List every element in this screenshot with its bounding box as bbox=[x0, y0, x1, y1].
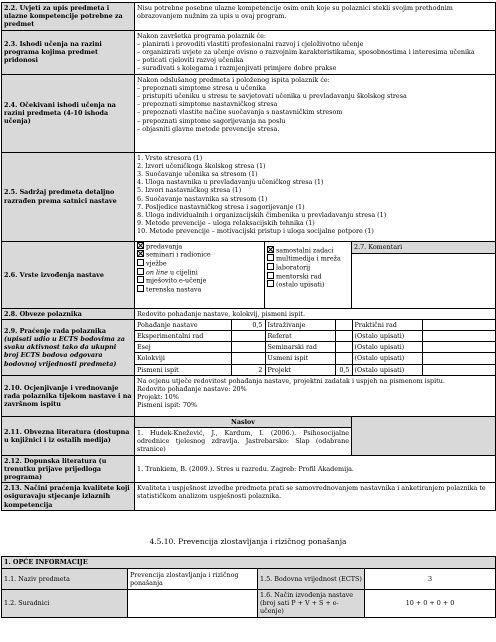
mandatory-literature-extra bbox=[352, 416, 496, 455]
list-item: 5. Izvori nastavničkog stresa (1) bbox=[137, 186, 242, 195]
row-quality-monitoring bbox=[2, 483, 496, 511]
row-student-monitoring bbox=[2, 319, 496, 375]
checked-box-icon bbox=[137, 250, 144, 257]
grid-cell: (Ostalo upisati) bbox=[352, 342, 422, 353]
grid-cell: (Ostalo upisati) bbox=[352, 331, 422, 342]
row-program-outcomes bbox=[2, 30, 496, 74]
value-course-content bbox=[135, 152, 496, 241]
comments-cell bbox=[352, 241, 496, 308]
method-item: seminari i radionice bbox=[135, 250, 264, 259]
checked-box-icon bbox=[137, 242, 144, 249]
collaborators-value bbox=[128, 590, 258, 618]
unchecked-box-icon bbox=[137, 285, 144, 292]
grid-cell: 0,5 bbox=[335, 364, 352, 375]
grid-cell bbox=[422, 320, 496, 331]
label-course-content: 2.5. Sadržaj predmeta detaljno razrađen prema satnici nastave bbox=[2, 152, 135, 241]
course-outcomes-intro: Nakon odslušanog predmeta i položenog ispita polaznik će: bbox=[137, 75, 330, 84]
list-item: – objasniti glavne metode prevencije stresa. bbox=[137, 125, 493, 133]
label-quality-monitoring: 2.13. Načini praćenja kvalitete koji osiguravaju stjecanje izlaznih kompetencija bbox=[2, 483, 135, 511]
grid-cell bbox=[335, 320, 352, 331]
unchecked-box-icon bbox=[267, 254, 274, 261]
list-item: – pristupiti učeniku u stresu te savjetovati učenika u prevladavanju školskog stresa bbox=[137, 92, 493, 100]
row-teaching-types bbox=[2, 241, 496, 308]
grid-cell bbox=[422, 342, 496, 353]
grid-cell: 2 bbox=[231, 364, 265, 375]
method-item: (ostalo upisati) bbox=[265, 280, 351, 289]
grid-cell bbox=[335, 353, 352, 364]
label-student-obligations: 2.8. Obveze polaznika bbox=[2, 308, 135, 319]
grid-cell: Kolokviji bbox=[135, 353, 231, 364]
grid-cell: Esej bbox=[135, 342, 231, 353]
value-entry-requirements: Nisu potrebne posebne ulazne kompetencije osim onih koje su polaznici stekli svojim prethodnim obrazovanjem nužnim za upis u ovaj program. bbox=[135, 3, 496, 31]
label-course-outcomes: 2.4. Očekivani ishodi učenja na razini predmeta (4-10 ishoda učenja) bbox=[2, 74, 135, 152]
course-name-value: Prevencija zlostavljanja i rizičnog ponašanja bbox=[128, 569, 258, 590]
row-supplementary-literature bbox=[2, 455, 496, 483]
unchecked-box-icon bbox=[267, 280, 274, 287]
list-item: 6. Suočavanje nastavnika sa stresom (1) bbox=[137, 194, 268, 203]
teaching-mode-value: 10 + 0 + 0 + 0 bbox=[365, 590, 496, 618]
grid-cell bbox=[231, 331, 265, 342]
mandatory-literature-text: 1. Hudek-Knežević, J., Kardum, I. (2006.). Psihosocijalne odrednice tjelesnog zdravlja. Jastrebarsko: Slap (odabrane stranice) bbox=[137, 429, 349, 454]
general-info-table bbox=[1, 556, 496, 618]
checked-box-icon bbox=[267, 246, 274, 253]
list-item: – prepoznati vlastite načine suočavanja s nastavničkim stresom bbox=[137, 108, 493, 116]
list-item: 3. Suočavanje učenika sa stresom (1) bbox=[137, 170, 258, 179]
grid-cell bbox=[231, 353, 265, 364]
course-detail-table bbox=[1, 2, 496, 511]
method-item: multimedija i mreža bbox=[265, 254, 351, 263]
grading-line: Redovito pohađanje nastave: 20% bbox=[137, 385, 247, 394]
program-outcomes-intro: Nakon završetka programa polaznik će: bbox=[137, 31, 267, 40]
value-program-outcomes bbox=[135, 30, 496, 74]
monitoring-grid bbox=[135, 320, 496, 375]
row-course-content bbox=[2, 152, 496, 241]
row-course-outcomes bbox=[2, 74, 496, 152]
grid-cell: (Ostalo upisati) bbox=[352, 364, 422, 375]
label-grading: 2.10. Ocjenjivanje i vrednovanje rada polaznika tijekom nastave i na završnom ispitu bbox=[2, 375, 135, 416]
list-item: – planirati i provoditi vlastiti profesionalni razvoj i cjeloživotno učenje bbox=[137, 40, 493, 48]
grid-cell bbox=[231, 342, 265, 353]
general-info-title: 1. OPĆE INFORMACIJE bbox=[2, 557, 496, 569]
row-grading bbox=[2, 375, 496, 416]
grid-cell bbox=[335, 342, 352, 353]
teaching-types-column-2 bbox=[265, 241, 352, 308]
value-quality-monitoring: Kvaliteta i uspješnost izvedbe predmeta prati se samovrednovanjem nastavnika i anketiranjem polaznika te statističkom analizom uspješnosti polaznika. bbox=[135, 483, 496, 511]
method-item: vježbe bbox=[135, 259, 264, 268]
list-item: – prepoznati simptome nastavničkog stresa bbox=[137, 100, 493, 108]
label-student-monitoring: 2.9. Praćenje rada polaznika (upisati udio u ECTS bodovima za svaku aktivnost tako da ukupni broj ECTS bodova odgovara bodovnoj vrijednosti predmeta) bbox=[2, 319, 135, 375]
ects-value: 3 bbox=[365, 569, 496, 590]
list-item: – prepoznati simptome stresa u učenika bbox=[137, 84, 493, 92]
method-item: predavanja bbox=[135, 242, 264, 251]
grid-cell: Pismeni ispit bbox=[135, 364, 231, 375]
grid-cell: Seminarski rad bbox=[265, 342, 335, 353]
method-item: samostalni zadaci bbox=[265, 246, 351, 255]
value-student-obligations: Redovito pohađanje nastave, kolokvij, pismeni ispit. bbox=[135, 308, 496, 319]
unchecked-box-icon bbox=[137, 268, 144, 275]
list-item: 9. Metode prevencije – uloga relaksacijskih tehnika (1) bbox=[137, 219, 315, 228]
list-item: 1. Vrste stresora (1) bbox=[137, 153, 203, 162]
course-content-list bbox=[137, 154, 493, 236]
course-name-label: 1.1. Naziv predmeta bbox=[2, 569, 128, 590]
grid-cell: 0,5 bbox=[231, 320, 265, 331]
grid-cell: Istraživanje bbox=[265, 320, 335, 331]
list-item: 8. Uloga individualnih i organizacijskih čimbenika u prevladavanju stresa (1) bbox=[137, 211, 387, 220]
list-item: – prepoznati simptome sagorijevanja na poslu bbox=[137, 117, 493, 125]
unchecked-box-icon bbox=[137, 259, 144, 266]
grid-cell bbox=[335, 331, 352, 342]
collaborators-label: 1.2. Suradnici bbox=[2, 590, 128, 618]
teaching-mode-label: 1.6. Način izvođenja nastave (broj sati P + V + S + e-učenje) bbox=[258, 590, 365, 618]
row-mandatory-literature bbox=[2, 416, 496, 455]
section-heading: 4.5.10. Prevencija zlostavljanja i rizičnog ponašanja bbox=[149, 537, 347, 546]
grid-cell bbox=[422, 364, 496, 375]
teaching-types-column-1 bbox=[135, 241, 265, 308]
grid-cell: (Ostalo upisati) bbox=[352, 353, 422, 364]
grading-line: Projekt: 10% bbox=[137, 393, 179, 402]
grid-cell bbox=[422, 353, 496, 364]
value-course-outcomes bbox=[135, 74, 496, 152]
label-mandatory-literature: 2.11. Obvezna literatura (dostupna u knjižnici i iz ostalih medija) bbox=[2, 416, 135, 455]
list-item: – poticati cjeloviti razvoj učenika bbox=[137, 56, 493, 64]
method-item: mentorski rad bbox=[265, 272, 351, 281]
label-supplementary-literature: 2.12. Dopunska literatura (u trenutku prijave prijedloga programa) bbox=[2, 455, 135, 483]
list-item: 2. Izvori učeničkoga školskog stresa (1) bbox=[137, 161, 266, 170]
method-item: mješovito e-učenje bbox=[135, 276, 264, 285]
grading-line: Pismeni ispit: 70% bbox=[137, 401, 198, 410]
label-teaching-types: 2.6. Vrste izvođenja nastave bbox=[2, 241, 135, 308]
list-item: – organizirati uvjete za učenje ovisno o razvojnim karakteristikama, sposobnostima i interesima učenika bbox=[137, 48, 493, 56]
row-student-obligations bbox=[2, 308, 496, 319]
list-item: 10. Metode prevencije – motivacijski pristup i uloga socijalne potpore (1) bbox=[137, 227, 374, 236]
grid-cell: Projekt bbox=[265, 364, 335, 375]
list-item: 7. Posljedice nastavničkog stresa i sagorijevanje (1) bbox=[137, 202, 305, 211]
unchecked-box-icon bbox=[137, 276, 144, 283]
grid-cell: Pohađanje nastave bbox=[135, 320, 231, 331]
grid-cell: Eksperimentalni rad bbox=[135, 331, 231, 342]
row-entry-requirements bbox=[2, 3, 496, 31]
method-item: terenska nastava bbox=[135, 285, 264, 294]
grid-cell bbox=[422, 331, 496, 342]
monitoring-grid-cell bbox=[135, 319, 496, 375]
mandatory-literature-cell bbox=[135, 416, 352, 455]
method-item: laboratorij bbox=[265, 263, 351, 272]
unchecked-box-icon bbox=[267, 272, 274, 279]
label-program-outcomes: 2.3. Ishodi učenja na razini programa kojima predmet pridonosi bbox=[2, 30, 135, 74]
ects-label: 1.5. Bodovna vrijednost (ECTS) bbox=[258, 569, 365, 590]
grid-cell: Praktični rad bbox=[352, 320, 422, 331]
course-outcomes-list bbox=[137, 84, 493, 133]
method-item: on line u cijelini bbox=[135, 268, 264, 277]
list-item: – surađivati s kolegama i razmjenjivati primjere dobre prakse bbox=[137, 64, 493, 72]
grading-line: Na ocjenu utječe redovitost pohađanja nastave, projektni zadatak i uspjeh na pismenom ispitu. bbox=[137, 376, 445, 385]
value-grading bbox=[135, 375, 496, 416]
list-item: 4. Uloga nastavnika u prevladavanju učeničkog stresa (1) bbox=[137, 178, 324, 187]
literature-title-header: Naslov bbox=[135, 417, 351, 428]
program-outcomes-list bbox=[137, 40, 493, 73]
grid-cell: Referat bbox=[265, 331, 335, 342]
label-entry-requirements: 2.2. Uvjeti za upis predmeta i ulazne kompetencije potrebne za predmet bbox=[2, 3, 135, 31]
unchecked-box-icon bbox=[267, 263, 274, 270]
grid-cell: Usmeni ispit bbox=[265, 353, 335, 364]
value-supplementary-literature: 1. Trankiem, B. (2009.). Stres u razredu. Zagreb: Profil Akademija. bbox=[135, 455, 496, 483]
comments-label: 2.7. Komentari bbox=[352, 242, 495, 254]
